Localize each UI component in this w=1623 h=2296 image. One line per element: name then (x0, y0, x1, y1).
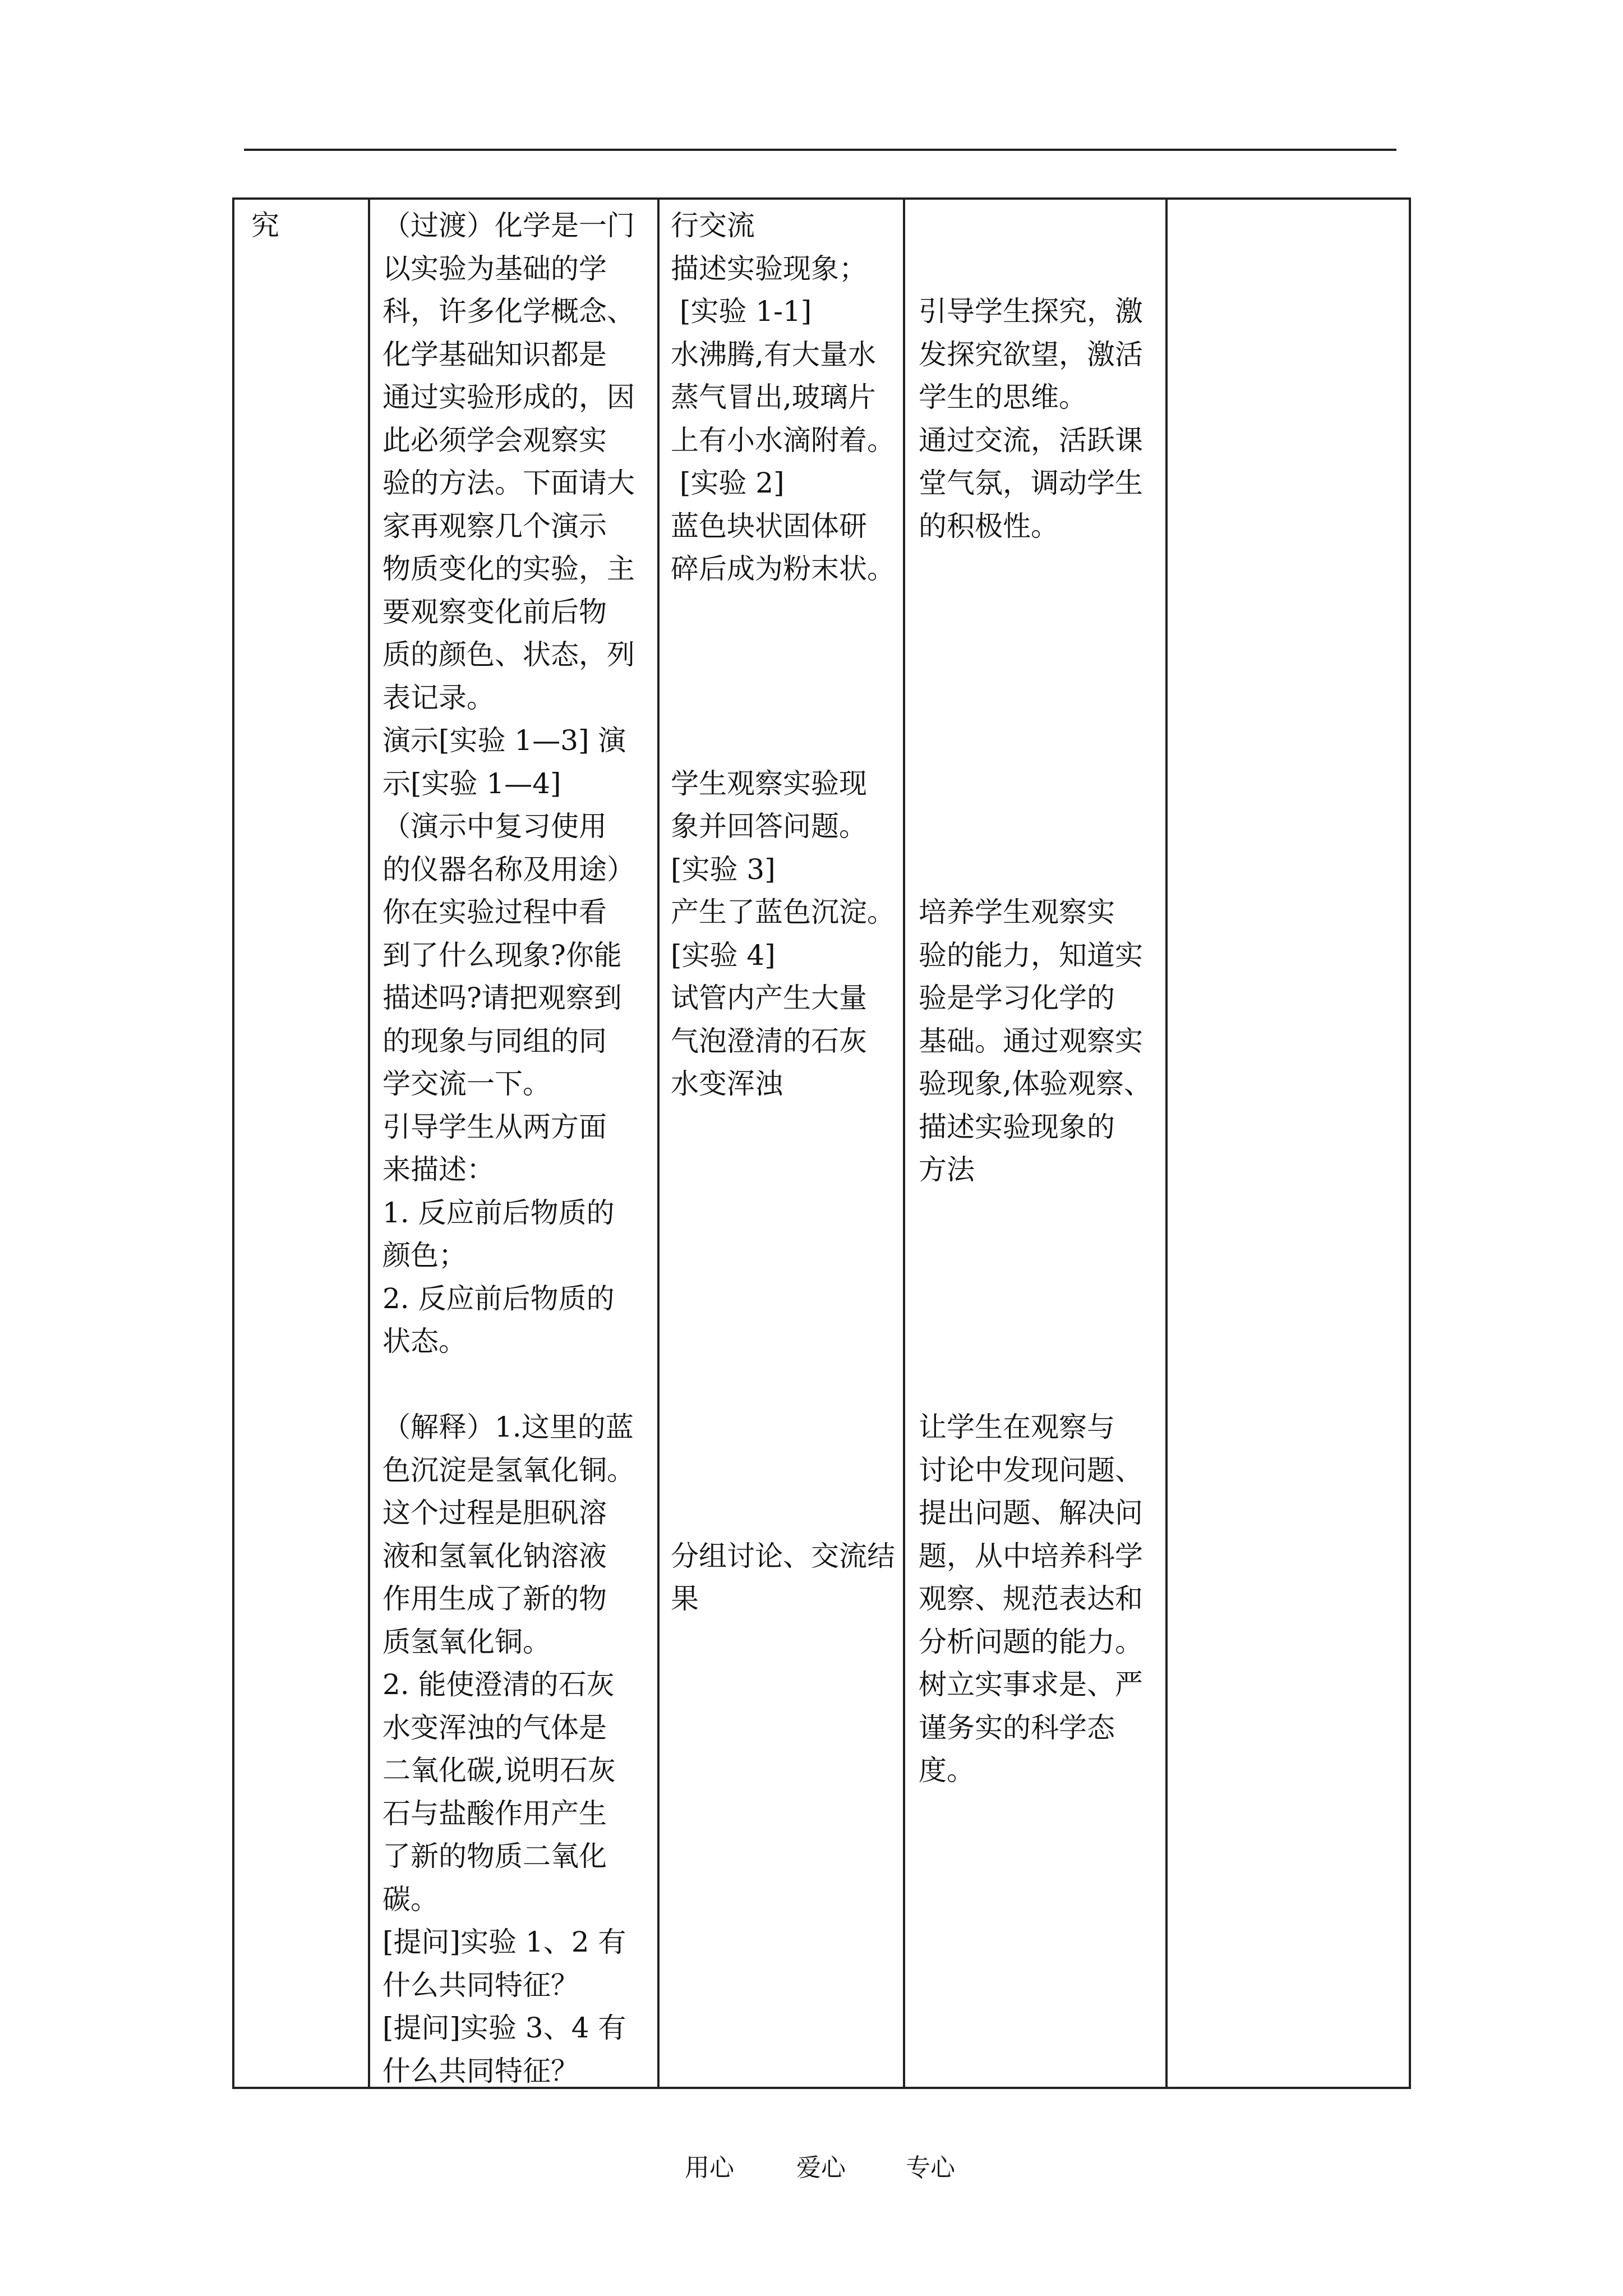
text-line: 引导学生探究，激 (919, 295, 1143, 328)
text-line: 什么共同特征？ (382, 1968, 579, 2001)
header-rule (244, 149, 1396, 151)
text-line (671, 1449, 895, 1492)
text-line: 要观察变化前后物 (382, 595, 607, 628)
text-line: 你在实验过程中看 (382, 896, 607, 928)
text-line (671, 1320, 895, 1363)
text-line: 方法 (919, 1153, 975, 1186)
text-line (919, 591, 1152, 634)
teacher-activity-text (382, 204, 635, 2092)
text-line: 2. 反应前后物质的 (382, 1282, 615, 1315)
text-line (919, 1277, 1152, 1320)
text-line: 分析问题的能力。 (919, 1625, 1143, 1658)
text-line (919, 1363, 1152, 1406)
text-line: 状态。 (382, 1325, 467, 1358)
text-line: [实验 1-1] (671, 295, 812, 328)
text-line: （过渡）化学是一门 (382, 209, 635, 242)
notes-cell (1166, 199, 1410, 2088)
text-line: 验的方法。下面请大 (382, 467, 635, 499)
text-line: 树立实事求是、严 (919, 1668, 1143, 1701)
text-line: 示[实验 1—4] (382, 767, 561, 800)
text-line: 验的能力，知道实 (919, 938, 1143, 972)
text-line: 试管内产生大量 (671, 982, 867, 1014)
text-line (919, 1234, 1152, 1277)
text-line: 蒸气冒出,玻璃片 (671, 381, 876, 413)
text-line (671, 591, 895, 634)
text-line: 什么共同特征？ (382, 2054, 579, 2087)
text-line: 了新的物质二氧化 (382, 1840, 607, 1872)
text-line: 谨务实的科学态 (919, 1711, 1115, 1744)
text-line (919, 762, 1152, 806)
text-line: 水变浑浊的气体是 (382, 1711, 607, 1744)
text-line: 蓝色块状固体研 (671, 509, 867, 542)
text-line: 到了什么现象?你能 (382, 938, 622, 972)
text-line: 水变浑浊 (671, 1068, 783, 1100)
text-line: 分组讨论、交流结 (671, 1539, 895, 1572)
footer-item: 用心 (685, 2154, 734, 2182)
text-line: 家再观察几个演示 (382, 509, 607, 542)
text-line: 水沸腾,有大量水 (671, 338, 876, 371)
text-line (382, 1363, 635, 1406)
text-line (919, 1320, 1152, 1363)
text-line: 让学生在观察与 (919, 1411, 1115, 1443)
text-line (919, 247, 1152, 291)
text-line (671, 719, 895, 762)
text-line: 观察、规范表达和 (919, 1582, 1143, 1615)
text-line: 行交流 (671, 209, 755, 242)
text-line (919, 719, 1152, 762)
text-line: 究 (251, 209, 279, 242)
text-line: 的现象与同组的同 (382, 1024, 607, 1057)
text-line: 学生的思维。 (919, 381, 1087, 413)
text-line: 作用生成了新的物 (382, 1582, 607, 1615)
text-line: 的积极性。 (919, 509, 1059, 542)
text-line: 质氢氧化铜。 (382, 1625, 551, 1658)
text-line: 学交流一下。 (382, 1068, 551, 1100)
text-line: 提出问题、解决问 (919, 1497, 1143, 1529)
text-line (671, 1234, 895, 1277)
text-line: 化学基础知识都是 (382, 338, 607, 371)
design-intent-text (919, 204, 1152, 1792)
text-line: 色沉淀是氢氧化铜。 (382, 1453, 635, 1487)
text-line: 液和氢氧化钠溶液 (382, 1539, 607, 1572)
text-line (919, 677, 1152, 720)
stage-text (251, 204, 279, 247)
text-line: 基础。通过观察实 (919, 1024, 1143, 1057)
text-line: 演示[实验 1—3] 演 (382, 724, 626, 757)
text-line: [实验 3] (671, 853, 776, 886)
table-row (233, 199, 1410, 2088)
footer-item: 专心 (906, 2154, 955, 2182)
text-line: 2. 能使澄清的石灰 (382, 1668, 615, 1701)
text-line: 验是学习化学的 (919, 982, 1115, 1014)
text-line: 堂气氛，调动学生 (919, 467, 1143, 499)
text-line: 上有小水滴附着。 (671, 424, 895, 457)
text-line (919, 1191, 1152, 1235)
text-line: 二氧化碳,说明石灰 (382, 1754, 616, 1787)
text-line (671, 1492, 895, 1535)
text-line: [提问]实验 3、4 有 (382, 2012, 626, 2044)
text-line (671, 1406, 895, 1449)
student-activity-cell (658, 199, 904, 2088)
text-line: 发探究欲望，激活 (919, 338, 1143, 371)
text-line: 科，许多化学概念、 (382, 295, 635, 328)
design-intent-cell (904, 199, 1166, 2088)
text-line (671, 1191, 895, 1235)
text-line (671, 1277, 895, 1320)
text-line: [提问]实验 1、2 有 (382, 1926, 626, 1958)
text-line (919, 848, 1152, 891)
text-line: 此必须学会观察实 (382, 424, 607, 457)
text-line: 气泡澄清的石灰 (671, 1024, 867, 1057)
text-line: 碳。 (382, 1883, 439, 1916)
text-line: 描述实验现象； (671, 252, 867, 285)
teacher-activity-cell (369, 199, 658, 2088)
text-line: 引导学生从两方面 (382, 1110, 607, 1143)
text-line: 学生观察实验现 (671, 767, 867, 800)
text-line: （演示中复习使用 (382, 810, 607, 843)
text-line: 产生了蓝色沉淀。 (671, 896, 895, 928)
student-activity-text (671, 204, 895, 1621)
text-line: 度。 (919, 1754, 975, 1787)
text-line: 物质变化的实验，主 (382, 553, 635, 585)
text-line: 1. 反应前后物质的 (382, 1196, 615, 1229)
text-line (671, 1148, 895, 1191)
text-line: 题，从中培养科学 (919, 1539, 1143, 1572)
text-line: 来描述： (382, 1153, 495, 1186)
text-line: 验现象,体验观察、 (919, 1068, 1152, 1100)
text-line (671, 677, 895, 720)
text-line: [实验 2] (671, 467, 785, 499)
text-line: 通过实验形成的，因 (382, 381, 635, 413)
text-line: 通过交流，活跃课 (919, 424, 1143, 457)
text-line (919, 547, 1152, 591)
text-line: 质的颜色、状态，列 (382, 638, 635, 671)
text-line: 果 (671, 1582, 699, 1615)
stage-cell (233, 199, 369, 2088)
text-line (919, 633, 1152, 677)
text-line: （解释）1.这里的蓝 (382, 1411, 634, 1443)
text-line (919, 805, 1152, 848)
text-line: 这个过程是胆矾溶 (382, 1497, 607, 1529)
text-line: 表记录。 (382, 681, 495, 714)
text-line: 描述吗?请把观察到 (382, 982, 622, 1014)
text-line (671, 1363, 895, 1406)
page-footer (0, 2148, 1623, 2188)
text-line: 颜色； (382, 1239, 467, 1272)
text-line (671, 1106, 895, 1149)
text-line: [实验 4] (671, 938, 776, 972)
text-line: 的仪器名称及用途） (382, 853, 635, 886)
text-line (671, 633, 895, 677)
text-line: 碎后成为粉末状。 (671, 553, 895, 585)
lesson-plan-table (232, 197, 1411, 2089)
footer-item: 爱心 (796, 2154, 846, 2182)
text-line: 以实验为基础的学 (382, 252, 607, 285)
text-line: 讨论中发现问题、 (919, 1453, 1143, 1487)
text-line: 描述实验现象的 (919, 1110, 1115, 1143)
text-line (919, 204, 1152, 247)
text-line: 培养学生观察实 (919, 896, 1115, 928)
text-line: 石与盐酸作用产生 (382, 1797, 607, 1830)
text-line: 象并回答问题。 (671, 810, 867, 843)
